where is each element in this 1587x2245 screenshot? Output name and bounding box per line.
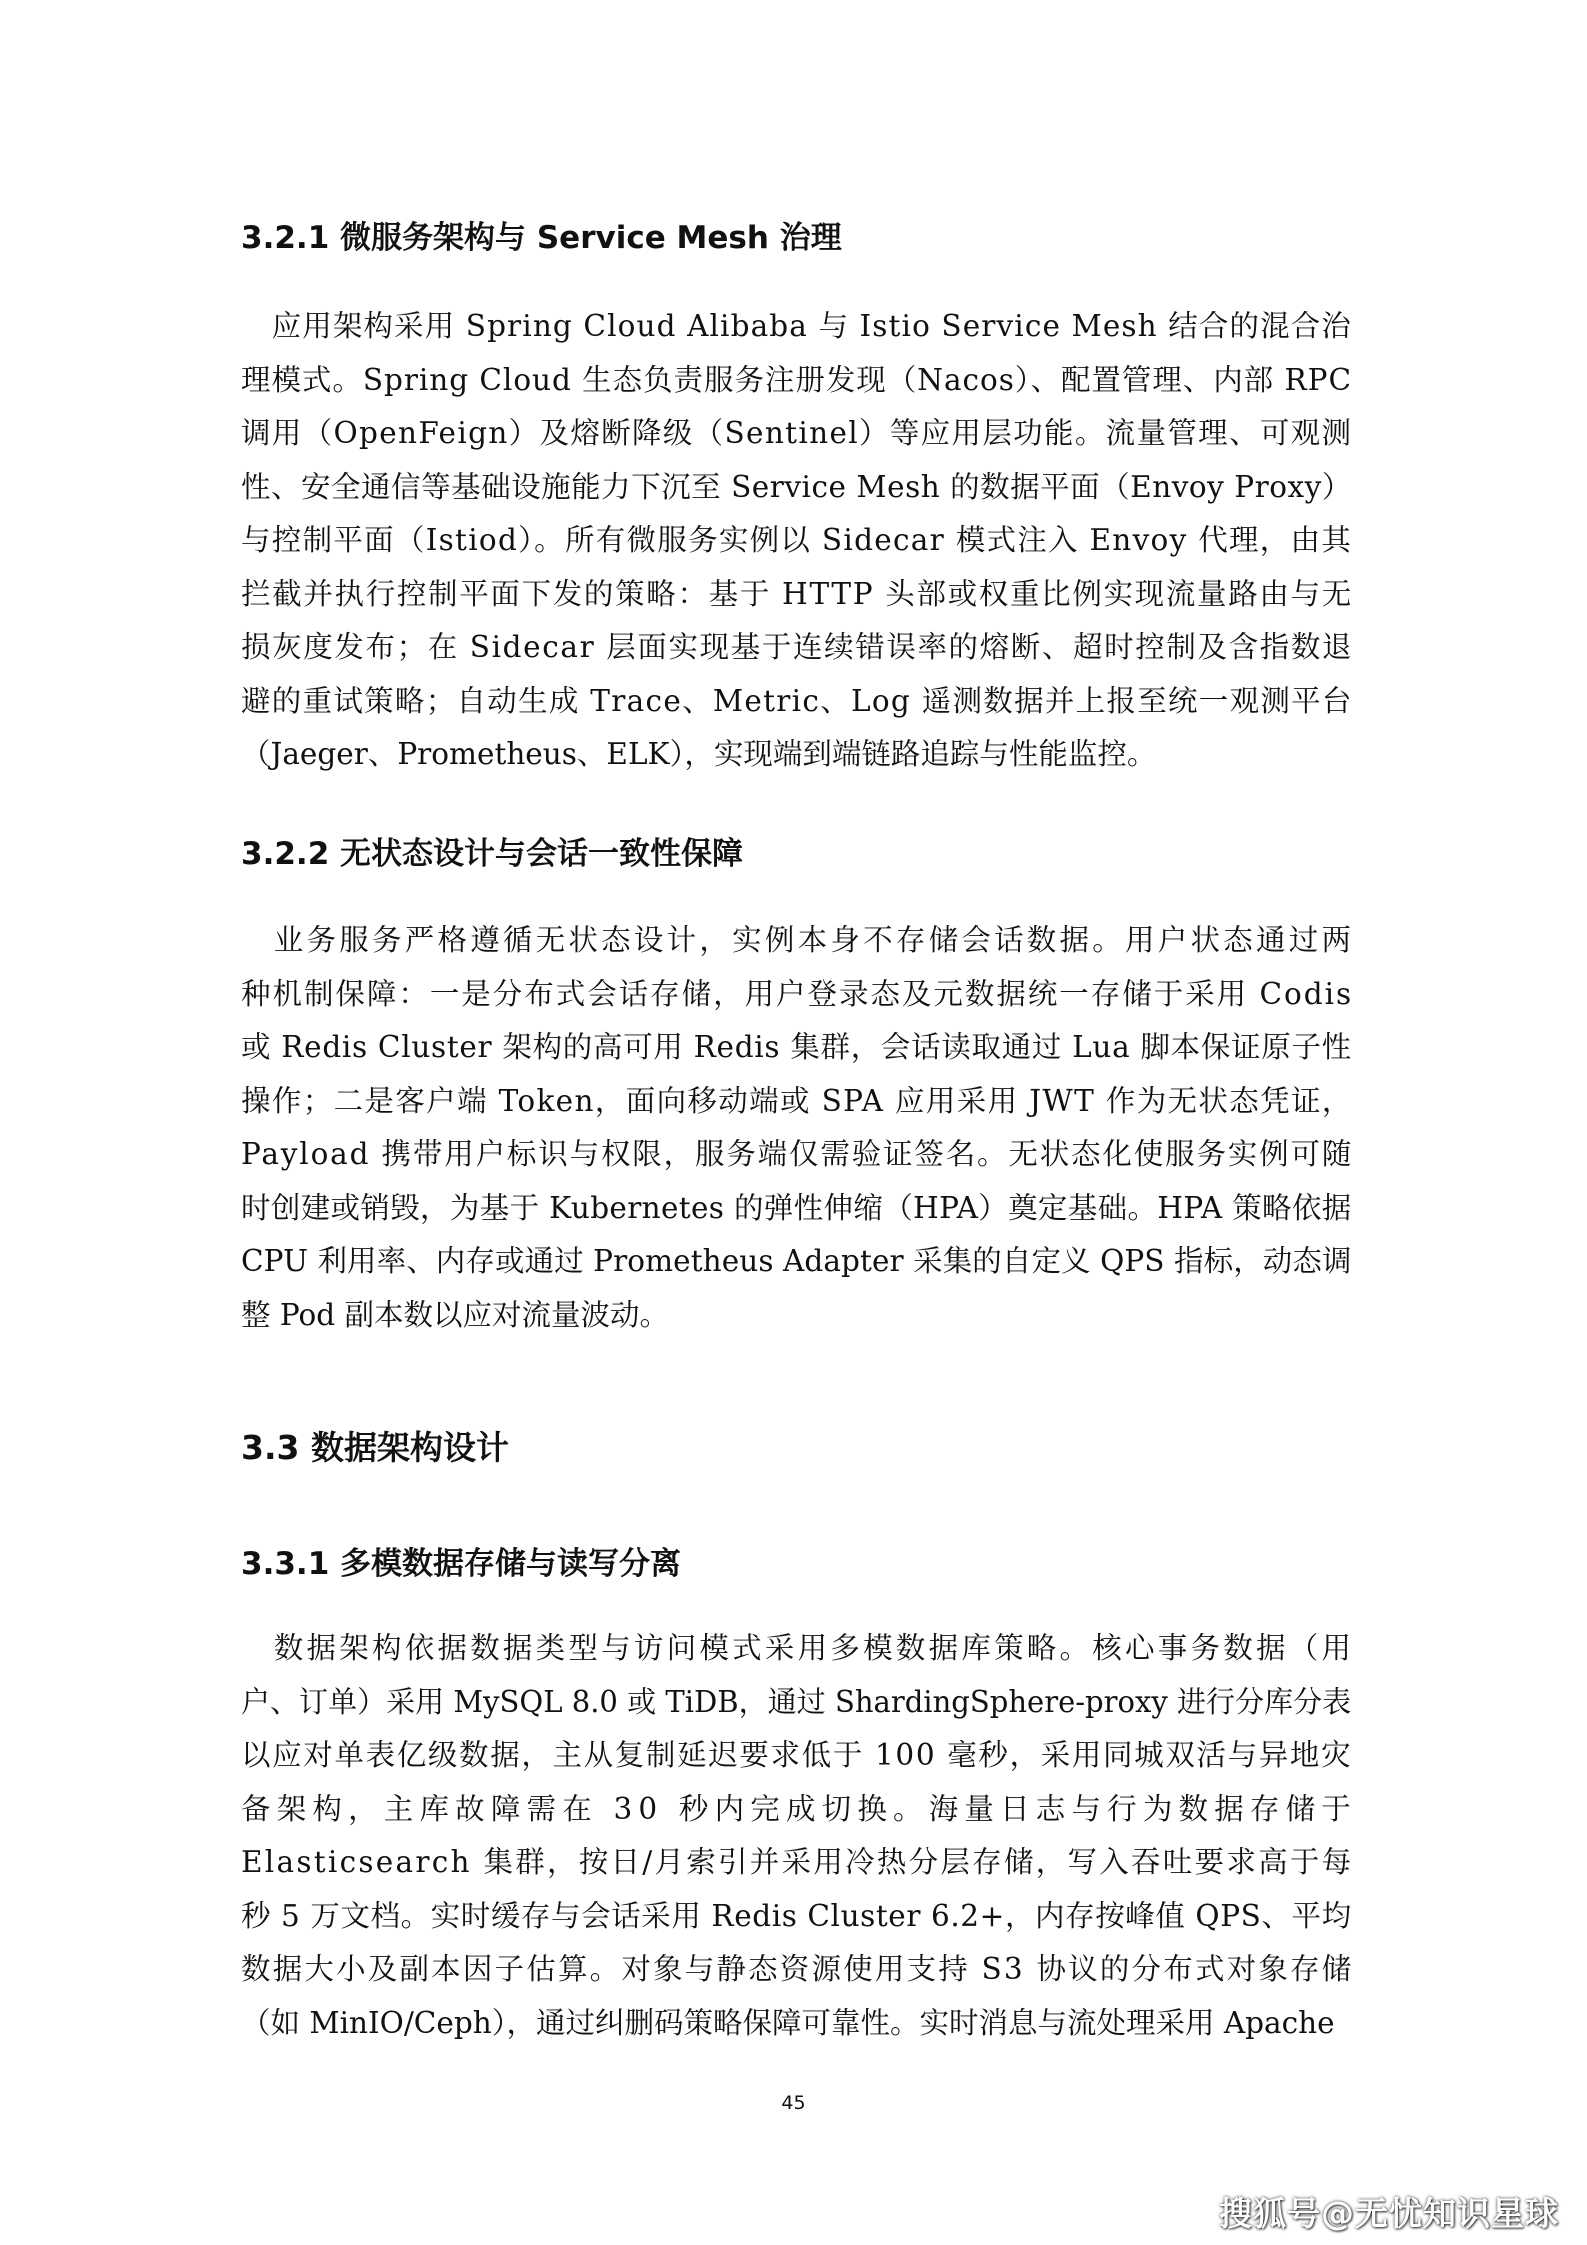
- text-line: （如 MinIO/Ceph），通过纠删码策略保障可靠性。实时消息与流处理采用 Apache: [241, 2005, 1335, 2040]
- text-line: 操作；二是客户端 Token，面向移动端或 SPA 应用采用 JWT 作为无状态凭证，: [241, 1083, 1353, 1118]
- section-heading-3-3-1: 3.3.1 多模数据存储与读写分离: [241, 1546, 682, 1582]
- text-line: 与控制平面（Istiod）。所有微服务实例以 Sidecar 模式注入 Envoy 代理，由其: [241, 523, 1353, 557]
- paragraph-3-2-1: [241, 300, 1354, 782]
- section-heading-3-2-2: 3.2.2 无状态设计与会话一致性保障: [241, 836, 744, 872]
- text-line: 数据大小及副本因子估算。对象与静态资源使用支持 S3 协议的分布式对象存储: [241, 1952, 1354, 1986]
- text-line: 性、安全通信等基础设施能力下沉至 Service Mesh 的数据平面（Envoy Proxy）: [241, 469, 1352, 504]
- text-line: 备架构，主库故障需在 30 秒内完成切换。海量日志与行为数据存储于: [241, 1791, 1357, 1826]
- text-line: 调用（OpenFeign）及熔断降级（Sentinel）等应用层功能。流量管理、可观测: [241, 416, 1353, 450]
- text-line: 户、订单）采用 MySQL 8.0 或 TiDB，通过 ShardingSphere-proxy 进行分库分表: [241, 1684, 1352, 1719]
- text-line: 数据架构依据数据类型与访问模式采用多模数据库策略。核心事务数据（用: [241, 1631, 1355, 1665]
- text-line: 应用架构采用 Spring Cloud Alibaba 与 Istio Service Mesh 结合的混合治: [241, 309, 1352, 343]
- text-line: 业务服务严格遵循无状态设计，实例本身不存储会话数据。用户状态通过两: [241, 923, 1355, 957]
- text-line: 整 Pod 副本数以应对流量波动。: [241, 1297, 670, 1332]
- text-line: 拦截并执行控制平面下发的策略：基于 HTTP 头部或权重比例实现流量路由与无: [241, 576, 1353, 611]
- text-line: 时创建或销毁，为基于 Kubernetes 的弹性伸缩（HPA）奠定基础。HPA 策略依据: [241, 1190, 1352, 1225]
- text-line: 损灰度发布；在 Sidecar 层面实现基于连续错误率的熔断、超时控制及含指数退: [241, 630, 1354, 664]
- text-line: 理模式。Spring Cloud 生态负责服务注册发现（Nacos）、配置管理、内部 RPC: [241, 362, 1352, 397]
- paragraph-3-2-2: [241, 914, 1355, 1342]
- text-line: 秒 5 万文档。实时缓存与会话采用 Redis Cluster 6.2+，内存按峰值 QPS、平均: [241, 1898, 1352, 1933]
- text-line: 以应对单表亿级数据，主从复制延迟要求低于 100 毫秒，采用同城双活与异地灾: [241, 1738, 1353, 1772]
- text-line: Elasticsearch 集群，按日/月索引并采用冷热分层存储，写入吞吐要求高于每: [241, 1845, 1354, 1879]
- watermark-text: 搜狐号@无忧知识星球: [1219, 2194, 1559, 2233]
- page-number: 45: [781, 2092, 806, 2114]
- text-line: 种机制保障：一是分布式会话存储，用户登录态及元数据统一存储于采用 Codis: [241, 976, 1354, 1011]
- section-heading-3-2-1: 3.2.1 微服务架构与 Service Mesh 治理: [241, 220, 842, 256]
- text-line: CPU 利用率、内存或通过 Prometheus Adapter 采集的自定义 QPS 指标，动态调: [241, 1244, 1352, 1278]
- section-heading-3-3: 3.3 数据架构设计: [241, 1428, 509, 1467]
- text-line: Payload 携带用户标识与权限，服务端仅需验证签名。无状态化使服务实例可随: [241, 1137, 1354, 1171]
- text-line: 或 Redis Cluster 架构的高可用 Redis 集群，会话读取通过 Lua 脚本保证原子性: [241, 1030, 1352, 1064]
- text-line: 避的重试策略；自动生成 Trace、Metric、Log 遥测数据并上报至统一观测平台: [241, 683, 1353, 718]
- paragraph-3-3-1: [241, 1622, 1357, 2050]
- text-line: （Jaeger、Prometheus、ELK），实现端到端链路追踪与性能监控。: [241, 737, 1157, 771]
